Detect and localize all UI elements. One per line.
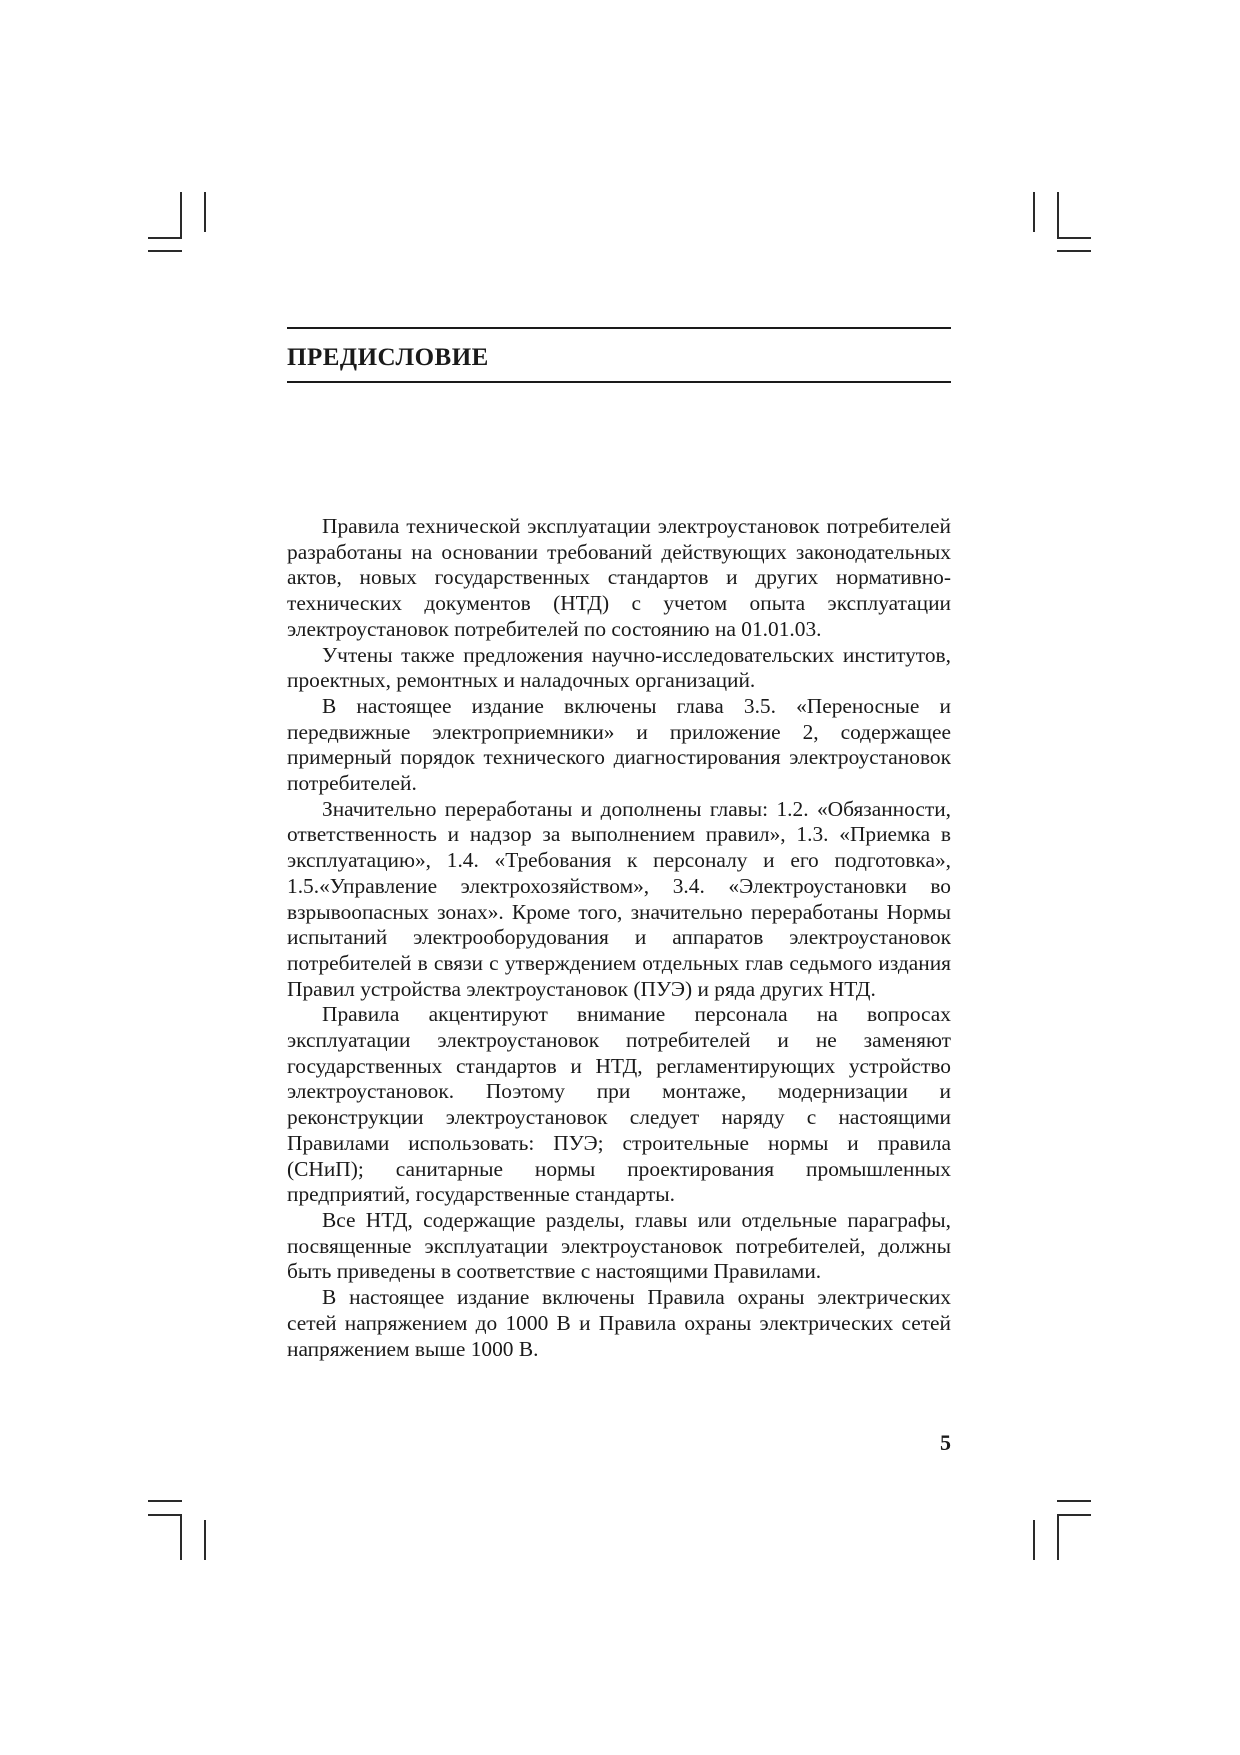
crop-mark-top-left-h2	[148, 250, 182, 252]
paragraph-5: Правила акцентируют внимание персонала на вопросах эксплуатации электроустановок потребителей и не заменяют государственных стандартов и НТД, регламентирующих устройство электроустановок. Поэтому при монтаже, модернизации и реконструкции электроустановок следует наряду с настоящими Правилами использовать: ПУЭ; строительные нормы и правила (СНиП); санитарные нормы проектирования промышленных предприятий, государственные стандарты.	[287, 1002, 951, 1207]
page-title: ПРЕДИСЛОВИЕ	[287, 344, 489, 371]
crop-mark-bottom-right-h1	[1057, 1500, 1091, 1502]
paragraph-1: Правила технической эксплуатации электроустановок потребителей разработаны на основании требований действующих законодательных актов, новых государственных стандартов и других нормативно-технических документов (НТД) с учетом опыта эксплуатации электроустановок потребителей по состоянию на 01.01.03.	[287, 514, 951, 641]
paragraph-7: В настоящее издание включены Правила охраны электрических сетей напряжением до 1000 В и Правила охраны электрических сетей напряжением выше 1000 В.	[287, 1285, 951, 1361]
crop-mark-top-right-outer	[1033, 192, 1035, 232]
heading-block	[287, 327, 951, 383]
crop-mark-top-right-h1	[1057, 237, 1091, 239]
crop-mark-bottom-left-h2	[148, 1514, 182, 1516]
paragraph-4: Значительно переработаны и дополнены главы: 1.2. «Обязанности, ответственность и надзор за выполнением правил», 1.3. «Приемка в эксплуатацию», 1.4. «Требования к персоналу и его подготовка», 1.5.«Управление электрохозяйством», 3.4. «Электроустановки во взрывоопасных зонах». Кроме того, значительно переработаны Нормы испытаний электрооборудования и аппаратов электроустановок потребителей в связи с утверждением отдельных глав седьмого издания Правил устройства электроустановок (ПУЭ) и ряда других НТД.	[287, 796, 951, 1001]
preface-body	[287, 514, 951, 1362]
crop-mark-bottom-left-outer	[204, 1520, 206, 1560]
page-number: 5	[940, 1430, 951, 1455]
crop-mark-top-left-h1	[148, 237, 182, 239]
heading-bottom-rule	[287, 381, 951, 383]
crop-mark-bottom-right-outer	[1033, 1520, 1035, 1560]
paragraph-2: Учтены также предложения научно-исследовательских институтов, проектных, ремонтных и наладочных организаций.	[287, 642, 951, 693]
paragraph-6: Все НТД, содержащие разделы, главы или отдельные параграфы, посвященные эксплуатации электроустановок потребителей, должны быть приведены в соответствие с настоящими Правилами.	[287, 1207, 951, 1284]
crop-mark-top-left-outer	[204, 192, 206, 232]
crop-mark-bottom-right-h2	[1057, 1514, 1091, 1516]
crop-mark-bottom-right-inner	[1057, 1514, 1059, 1560]
paragraph-3: В настоящее издание включены глава 3.5. «Переносные и передвижные электроприемники» и приложение 2, содержащее примерный порядок технического диагностирования электроустановок потребителей.	[287, 693, 951, 796]
crop-mark-top-right-inner	[1057, 192, 1059, 238]
crop-mark-top-right-h2	[1057, 250, 1091, 252]
crop-mark-bottom-left-inner	[180, 1514, 182, 1560]
crop-mark-bottom-left-h1	[148, 1500, 182, 1502]
crop-mark-top-left-inner	[180, 192, 182, 238]
